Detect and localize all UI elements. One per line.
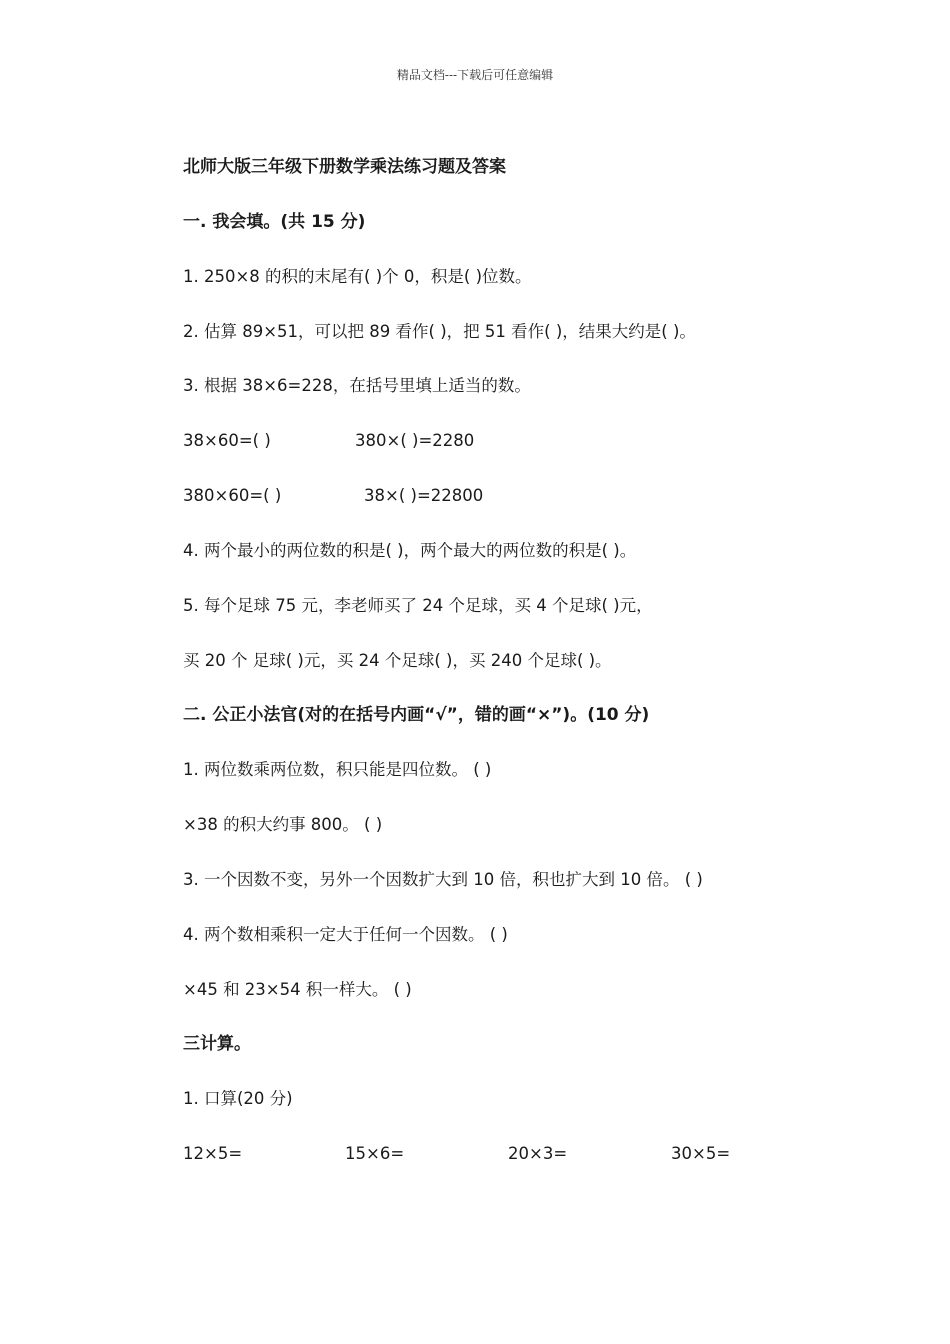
question-1-3-row2-b: 38×( )=22800	[364, 486, 484, 505]
question-1-4: 4. 两个最小的两位数的积是( )，两个最大的两位数的积是( )。	[183, 541, 637, 560]
section-1-heading: 一. 我会填。(共 15 分)	[183, 212, 366, 232]
oral-calc-item: 15×6=	[345, 1144, 405, 1163]
question-2-5: ×45 和 23×54 积一样大。 ( )	[183, 980, 412, 999]
question-1-3-row2-a: 380×60=( )	[183, 486, 282, 505]
question-1-3-row1-a: 38×60=( )	[183, 431, 271, 450]
header-note: 精品文档---下载后可任意编辑	[396, 68, 554, 82]
question-2-4: 4. 两个数相乘积一定大于任何一个因数。 ( )	[183, 925, 508, 944]
question-1-5-line2: 买 20 个 足球( )元，买 24 个足球( )，买 240 个足球( )。	[183, 651, 612, 670]
question-1-5-line1: 5. 每个足球 75 元，李老师买了 24 个足球，买 4 个足球( )元，	[183, 596, 653, 615]
question-1-2: 2. 估算 89×51，可以把 89 看作( )，把 51 看作( )，结果大约是( )。	[183, 322, 696, 341]
question-1-1: 1. 250×8 的积的末尾有( )个 0，积是( )位数。	[183, 267, 532, 286]
document-title: 北师大版三年级下册数学乘法练习题及答案	[183, 157, 506, 177]
section-3-sub-1: 1. 口算(20 分)	[183, 1089, 293, 1108]
question-1-3: 3. 根据 38×6=228，在括号里填上适当的数。	[183, 376, 531, 395]
question-2-1: 1. 两位数乘两位数，积只能是四位数。 ( )	[183, 760, 492, 779]
section-3-heading: 三计算。	[183, 1034, 251, 1054]
oral-calc-item: 20×3=	[508, 1144, 568, 1163]
question-1-3-row1-b: 380×( )=2280	[355, 431, 475, 450]
section-2-heading: 二. 公正小法官(对的在括号内画“√”，错的画“×”)。(10 分)	[183, 705, 650, 725]
question-2-2: ×38 的积大约事 800。 ( )	[183, 815, 383, 834]
oral-calc-item: 30×5=	[671, 1144, 731, 1163]
question-2-3: 3. 一个因数不变，另外一个因数扩大到 10 倍，积也扩大到 10 倍。 ( )	[183, 870, 703, 889]
oral-calc-item: 12×5=	[183, 1144, 243, 1163]
